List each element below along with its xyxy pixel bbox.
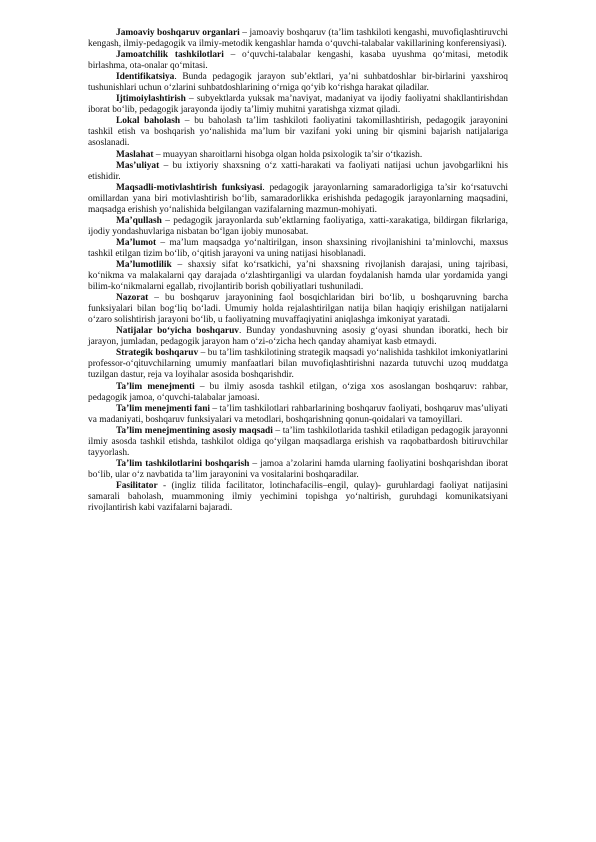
glossary-entry bbox=[88, 348, 508, 381]
entry-term: Ma’qullash bbox=[116, 215, 162, 226]
entry-term: Fasilitator bbox=[116, 480, 158, 491]
glossary-entry bbox=[88, 382, 508, 404]
entry-definition: – bu baholash ta’lim tashkiloti faoliyatini takomillashtirish, pedagogik jarayonini tashkil etish va boshqarish yo‘nalishida ma’lum bir vazifani yoki uning bir qismini bajarish natijalariga asoslanadi. bbox=[88, 116, 509, 149]
entry-term: Ta’lim menejmenti fani bbox=[116, 403, 211, 414]
entry-definition: – ta’lim tashkilotlarida tashkil etiladigan pedagogik jarayonni ilmiy asosda tashkil etishda, tashkilot oldiga qo‘yilgan maqsadlarga erishish va raqobatbardosh bitiruvchilar tayyorlash. bbox=[88, 425, 508, 458]
entry-term: Lokal baholash bbox=[116, 116, 181, 127]
glossary-entry bbox=[88, 459, 508, 481]
entry-definition: – bu boshqaruv jarayonining faol bosqichlaridan biri bo‘lib, u boshqaruvning barcha funksiyalari bilan bog‘liq bo‘ladi. Umumiy holda rejalashtirilgan natija bilan haqiqiy erishilgan natijalarni o‘zaro solishtirish jarayoni bo‘lib, u faoliyatning muvaffaqiyatini aniqlashga imkoniyat yaratadi. bbox=[88, 293, 508, 326]
entry-term: Strategik boshqaruv bbox=[116, 348, 199, 359]
glossary-entry bbox=[88, 426, 508, 459]
glossary-entry bbox=[88, 161, 508, 183]
entry-term: Ta’lim tashkilotlarini boshqarish bbox=[116, 458, 250, 469]
entry-definition: - (ingliz tilida facilitator, lotinchafacilis–engil, qulay)- guruhlardagi faoliyat natijasini samarali baholash, muammoning ilmiy yechimini topishga yo‘naltirish, guruhdagi komunikatsiyani rivojlantirish kabi vazifalarni bajaradi. bbox=[88, 480, 508, 514]
entry-term: Jamoatchilik tashkilotlari bbox=[116, 50, 224, 61]
entry-term: Maslahat bbox=[116, 149, 154, 160]
entry-term: Ma’lumot bbox=[116, 237, 157, 248]
entry-definition: – pedagogik jarayonlarda sub’ektlarning faoliyatiga, xatti-xarakatiga, bildirgan fikrlariga, ijodiy yondashuvlariga nisbatan bo‘lgan ijobiy munosabat. bbox=[88, 215, 508, 237]
glossary-entry bbox=[88, 238, 508, 260]
glossary-entry bbox=[88, 116, 508, 149]
glossary-entry bbox=[88, 404, 508, 426]
glossary-entry bbox=[88, 216, 508, 238]
glossary-entry bbox=[88, 260, 508, 293]
entry-term: Ijtimoiylashtirish bbox=[116, 94, 186, 105]
entry-definition: . Bunday yondashuvning asosiy g‘oyasi shundan iboratki, hech bir jarayon, jumladan, pedagogik jarayon ham o‘zi-o‘zicha hech qanday ahamiyat kasb etmaydi. bbox=[88, 326, 508, 348]
entry-term: Jamoaviy boshqaruv organlari bbox=[116, 28, 240, 38]
glossary-entry bbox=[88, 183, 508, 216]
entry-term: Nazorat bbox=[116, 293, 149, 304]
entry-term: Identifikatsiya bbox=[116, 72, 175, 83]
entry-term: Mas’uliyat bbox=[116, 160, 160, 171]
entry-definition: – ta’lim tashkilotlari rahbarlarining boshqaruv faoliyati, boshqaruv mas’uliyati va madaniyati, boshqaruv funksiyalari va metodlari, boshqarishning qonun-qoidalari va tamoyillari. bbox=[88, 403, 508, 425]
entry-definition: – subyektlarda yuksak ma’naviyat, madaniyat va ijodiy faoliyatni shakllantirishdan iborat bo‘lib, pedagogik jarayonda ijodiy ta’limiy muhitni yaratishga xizmat qiladi. bbox=[88, 94, 508, 116]
entry-definition: – o‘quvchi-talabalar kengashi, kasaba uyushma qo‘mitasi, metodik birlashma, ota-onalar qo‘mitasi. bbox=[88, 50, 509, 72]
entry-term: Ma’lumotlilik bbox=[116, 259, 172, 270]
glossary-page bbox=[88, 28, 508, 514]
entry-definition: – bu ta’lim tashkilotining strategik maqsadi yo‘nalishida tashkilot imkoniyatlarini professor-o‘qituvchilarning umumiy manfaatlari bilan muvofiqlashtirishni nazarda tutuvchi uzoq muddatga tuzilgan dastur, reja va loyihalar asosida boshqarishdir. bbox=[88, 348, 508, 381]
glossary-entry bbox=[88, 481, 508, 514]
glossary-entry bbox=[88, 72, 508, 94]
entry-definition: . pedagogik jarayonlarning samaradorligiga ta’sir ko‘rsatuvchi omillardan yana biri motivlashtirish bo‘lib, samaradorlikka erishishda pedagogik jarayonlarning maqsadini, maqsadga erishish yo‘nalishida belgilangan vazifalarning mazmun-mohiyati. bbox=[88, 182, 508, 215]
glossary-entry bbox=[88, 28, 508, 50]
glossary-entry bbox=[88, 150, 508, 161]
entry-definition: – jamoa a’zolarini hamda ularning faoliyatini boshqarishdan iborat bo‘lib, ular o‘z navbatida ta’lim jarayonini va vositalarini boshqaradilar. bbox=[88, 458, 508, 480]
entry-definition: – bu ixtiyoriy shaxsning o‘z xatti-harakati va faoliyati natijasi uchun javobgarlikni his etishidir. bbox=[88, 160, 508, 182]
entry-term: Ta’lim menejmenti bbox=[116, 381, 195, 392]
entry-definition: – muayyan sharoitlarni hisobga olgan holda psixologik ta’sir o‘tkazish. bbox=[153, 149, 423, 160]
entry-definition: – jamoaviy boshqaruv (ta’lim tashkiloti kengashi, muvofiqlashtiruvchi kengash, ilmiy-pedagogik va ilmiy-metodik kengashlar hamda o‘quvchi-talabalar vakillarining konferensiyasi). bbox=[88, 28, 508, 50]
entry-definition: . Bunda pedagogik jarayon sub’ektlari, ya’ni suhbatdoshlar bir-birlarini yaxshiroq tushunishlari uchun o‘zlarini suhbatdoshlarining o‘rniga qo‘yib ko‘rishga harakat qiladilar. bbox=[88, 72, 508, 94]
entry-definition: – ma’lum maqsadga yo‘naltirilgan, inson shaxsining rivojlanishini ta’minlovchi, maxsus tashkil etilgan tizim bo‘lib, o‘qitish jarayoni va uning natijasi hisoblanadi. bbox=[88, 237, 508, 259]
entry-definition: – bu ilmiy asosda tashkil etilgan, o‘ziga xos asoslangan boshqaruv: rahbar, pedagogik jamoa, o‘quvchi-talabalar jamoasi. bbox=[88, 381, 508, 403]
glossary-entry bbox=[88, 326, 508, 348]
entry-definition: – shaxsiy sifat ko‘rsatkichi, ya’ni shaxsning rivojlanish darajasi, uning tajribasi, ko‘nikma va malakalarni qay darajada o‘zlashtirganligi va ulardan foydalanish hamda ular yordamida yangi bilim-ko‘nikmalarni egallab, rivojlantirib borish qobiliyatlari tushuniladi. bbox=[88, 259, 508, 293]
glossary-entry bbox=[88, 50, 508, 72]
glossary-entry bbox=[88, 293, 508, 326]
entry-term: Maqsadli-motivlashtirish funksiyasi bbox=[116, 182, 263, 193]
entry-term: Ta’lim menejmentining asosiy maqsadi bbox=[116, 425, 273, 436]
glossary-entry bbox=[88, 94, 508, 116]
entry-term: Natijalar bo‘yicha boshqaruv bbox=[116, 326, 239, 337]
